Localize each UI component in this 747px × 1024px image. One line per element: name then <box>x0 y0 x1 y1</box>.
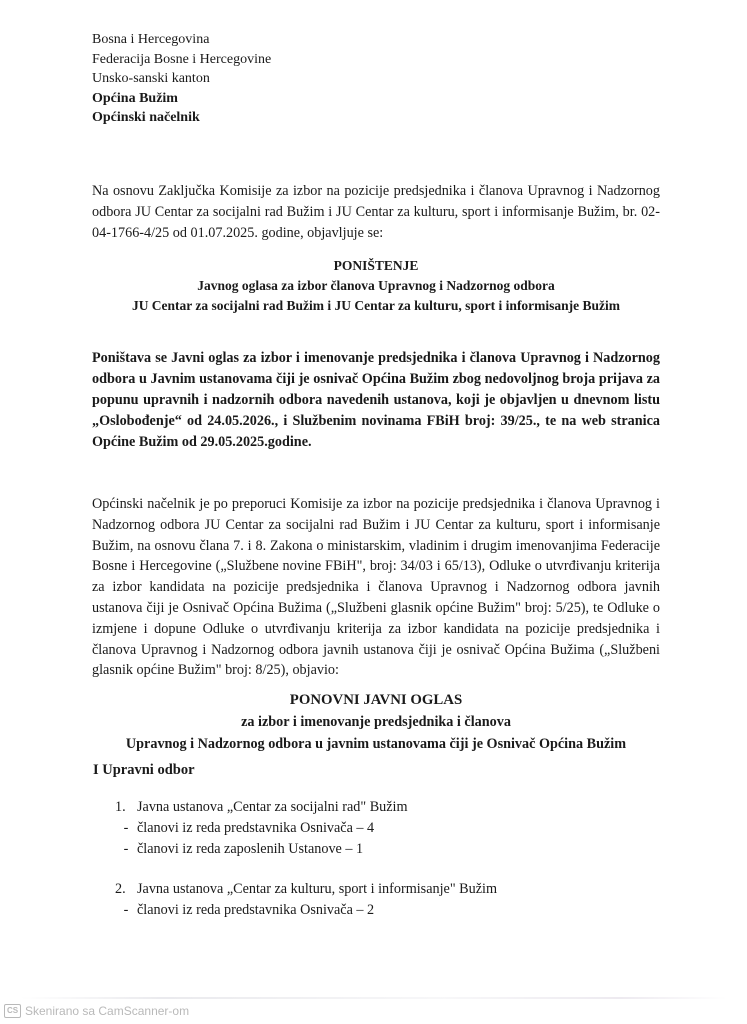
header-municipality: Općina Bužim <box>92 90 178 106</box>
institution-name: Javna ustanova „Centar za kulturu, sport i informisanje" Bužim <box>137 881 497 897</box>
watermark-label: Skenirano sa CamScanner-om <box>25 1004 190 1018</box>
member-item <box>115 839 497 860</box>
new-notice-subtitle-1: za izbor i imenovanje predsjednika i članova <box>241 714 511 730</box>
annulment-title: PONIŠTENJE <box>333 258 419 273</box>
member-item <box>115 818 497 839</box>
new-notice-title: PONOVNI JAVNI OGLAS <box>289 692 463 708</box>
member-item <box>115 900 497 921</box>
legal-basis-paragraph: Općinski načelnik je po preporuci Komisije za izbor na pozicije predsjednika i članova Upravnog i Nadzornog odbora JU Centar za socijalni rad Bužim i JU Centar za kulturu, sport i informisanje Bužim, na osnovu člana 7. i 8. Zakona o ministarskim, vladinim i drugim imenovanjima Federacije Bosne i Hercegovine („Službene novine FBiH", broj: 34/03 i 65/13), Odluke o utvrđivanju kriterija za izbor kandidata na pozicije predsjednika i članova Upravnog i Nadzornog odbora javnih ustanova čiji je Osnivač Općina Bužima („Službeni glasnik općine Bužim" broj: 5/25), te Odluke o izmjene i dopune Odluke o utvrđivanju kriterija za izbor kandidata na pozicije predsjednika i članova Upravnog i Nadzornog odbora javnih ustanova čiji je osnivač Općina Bužima („Službeni glasnik općine Bužim" broj: 8/25), objavio: <box>92 496 660 679</box>
header-mayor: Općinski načelnik <box>92 110 200 125</box>
scanner-watermark <box>4 1004 189 1018</box>
bullet-dash: - <box>123 820 129 836</box>
member-text: članovi iz reda zaposlenih Ustanove – 1 <box>137 841 364 857</box>
header-federation: Federacija Bosne i Hercegovine <box>92 51 272 67</box>
annulment-body: Poništava se Javni oglas za izbor i imenovanje predsjednika i članova Upravnog i Nadzornog odbora u Javnim ustanovama čiji je osnivač Općina Bužim zbog nedovoljnog broja prijava za popunu upravnih i nadzornih odbora navedenih ustanova, koji je objavljen u dnevnom listu „Oslobođenje“ od 24.05.2026., i Službenim novinama FBiH broj: 39/25., te na web stranica Općine Bužim od 29.05.2025.godine. <box>92 350 660 450</box>
institution-number: 1. <box>115 799 126 815</box>
bullet-dash: - <box>123 902 129 918</box>
header-country: Bosna i Hercegovina <box>92 32 210 47</box>
institution-list <box>115 797 497 921</box>
new-notice-subtitle-2: Upravnog i Nadzornog odbora u javnim ustanovama čiji je Osnivač Općina Bužim <box>125 736 627 752</box>
institution-item <box>115 797 497 818</box>
annulment-subtitle-2: JU Centar za socijalni rad Bužim i JU Centar za kulturu, sport i informisanje Bužim <box>131 298 621 313</box>
annulment-subtitle-1: Javnog oglasa za izbor članova Upravnog i Nadzornog odbora <box>197 278 555 293</box>
scan-artifact-line <box>20 997 727 999</box>
intro-paragraph: Na osnovu Zaključka Komisije za izbor na pozicije predsjednika i članova Upravnog i Nadzornog odbora JU Centar za socijalni rad Bužim i JU Centar za kulturu, sport i informisanje Bužim, br. 02-04-1766-4/25 od 01.07.2025. godine, objavljuje se: <box>92 183 660 241</box>
institution-item <box>115 879 497 900</box>
member-text: članovi iz reda predstavnika Osnivača – 4 <box>137 820 375 836</box>
section-title-management-board: I Upravni odbor <box>93 762 195 778</box>
cs-logo-icon: CS <box>4 1004 21 1018</box>
member-text: članovi iz reda predstavnika Osnivača – 2 <box>137 902 375 918</box>
institution-number: 2. <box>115 881 126 897</box>
header-canton: Unsko-sanski kanton <box>92 71 210 86</box>
institution-name: Javna ustanova „Centar za socijalni rad" Bužim <box>137 799 408 815</box>
issuer-header <box>92 30 271 128</box>
bullet-dash: - <box>123 841 129 857</box>
